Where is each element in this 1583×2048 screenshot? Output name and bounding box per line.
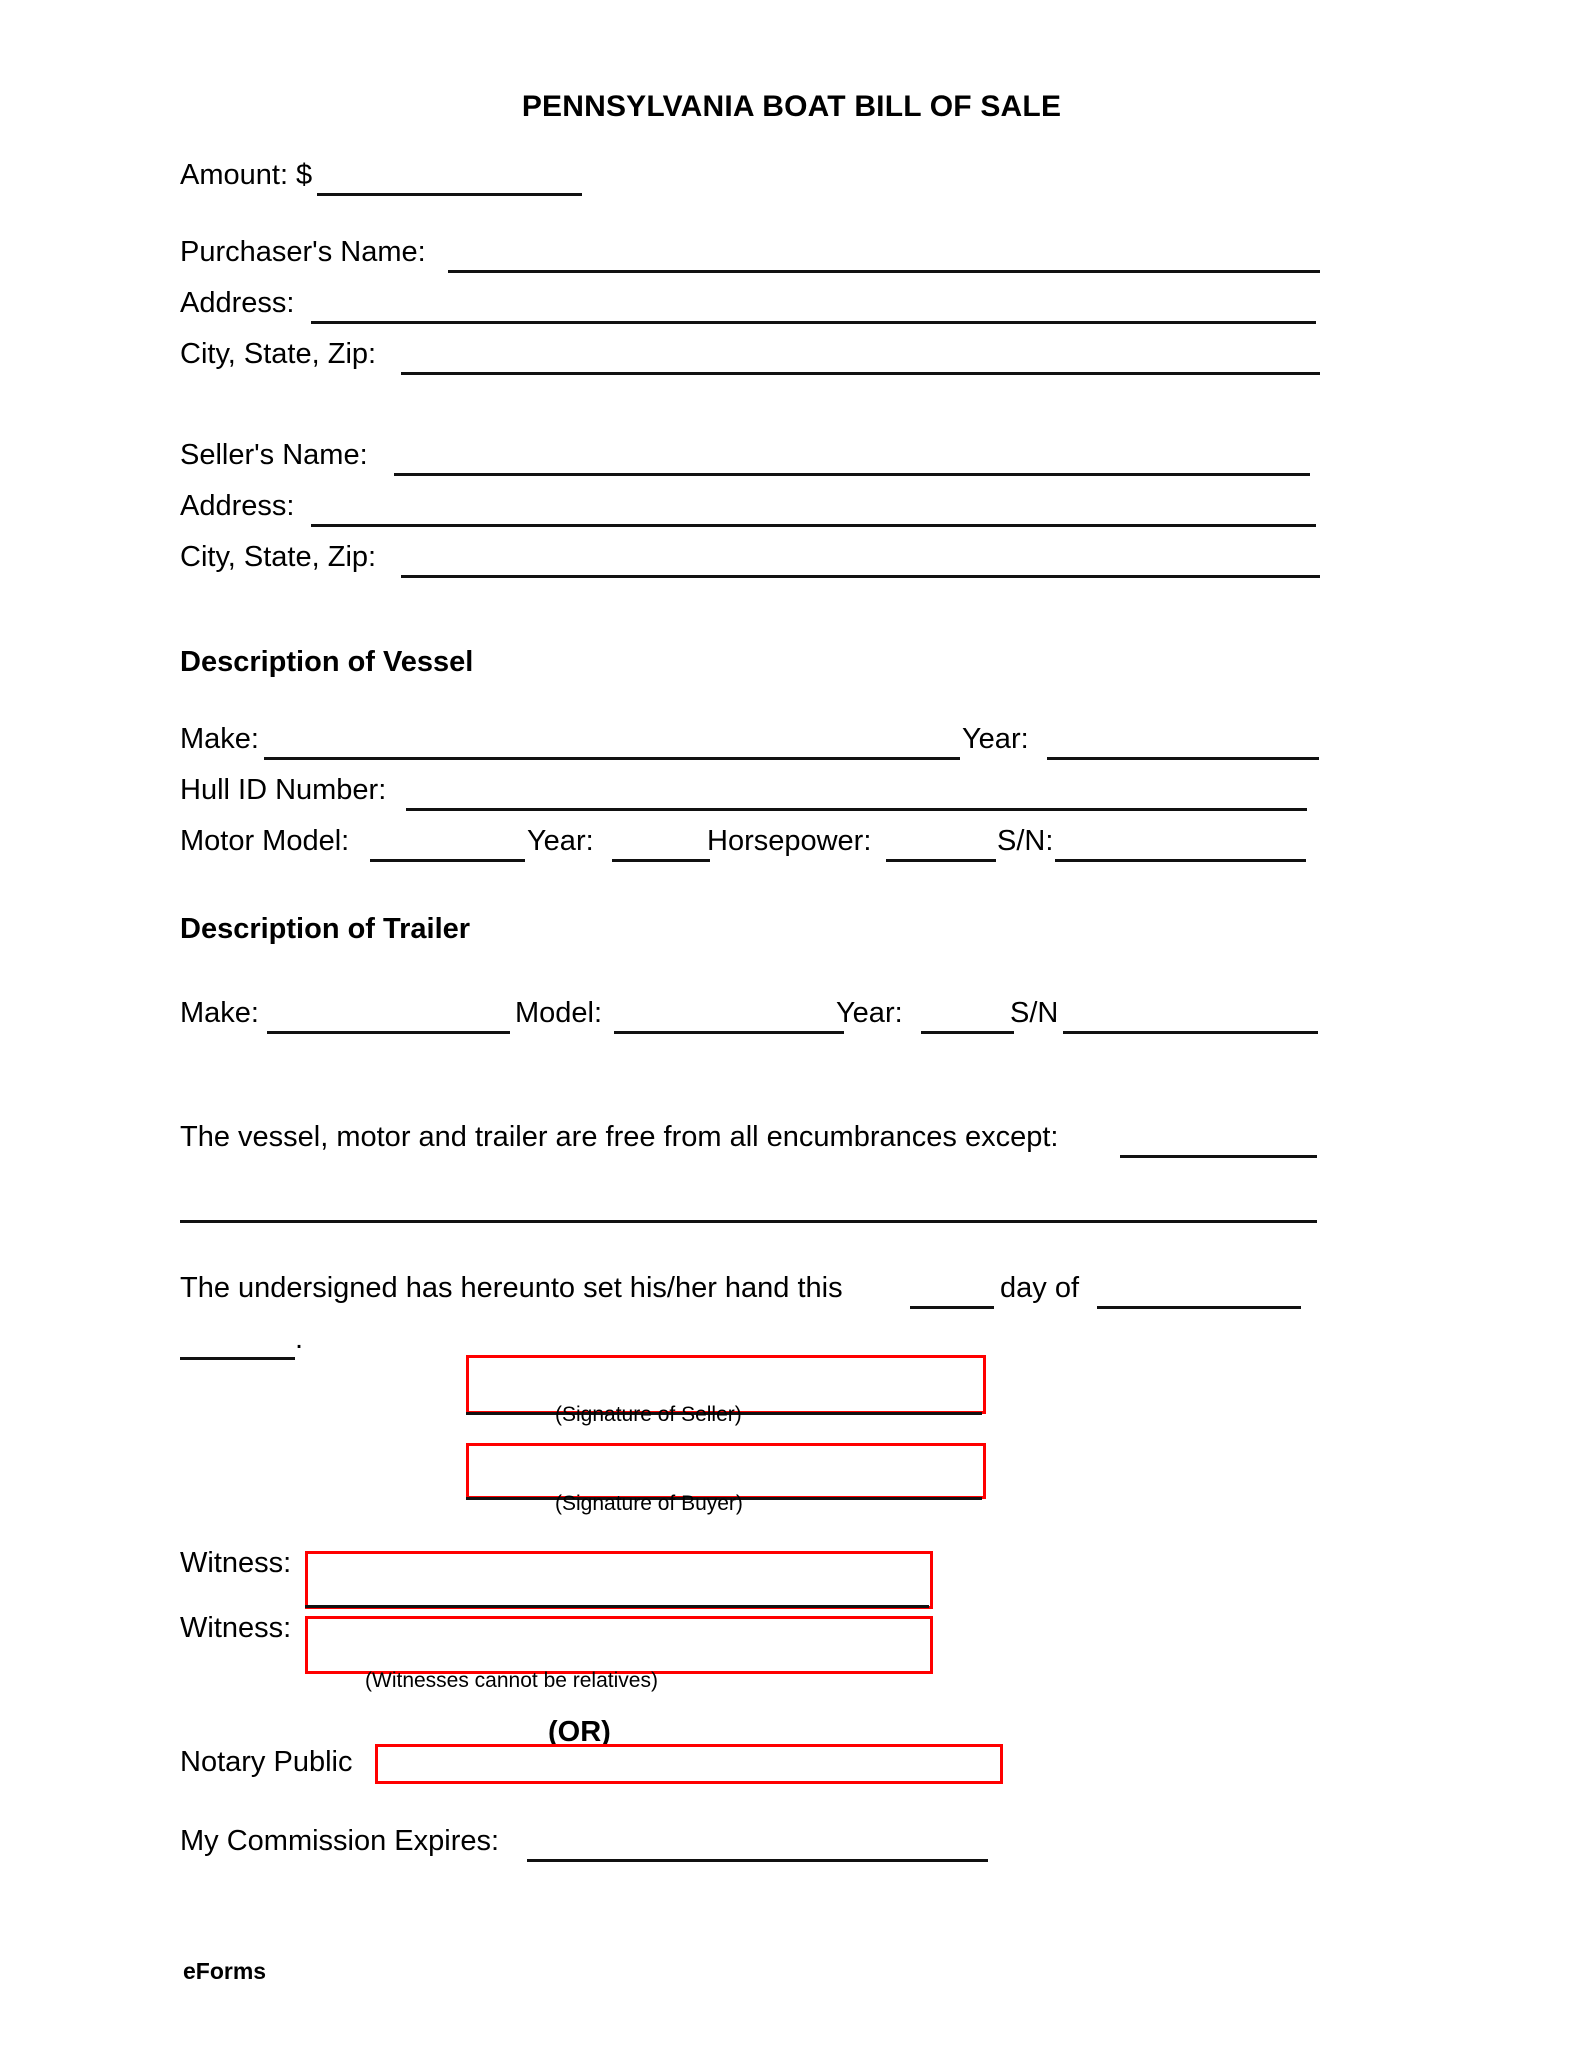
purchaser-city-state-zip-label: City, State, Zip: [180,338,377,370]
motor-model-field-rule[interactable] [370,859,525,862]
undersigned-year-field-rule[interactable] [180,1357,295,1360]
seller-address-label: Address: [180,490,295,522]
encumbrances-text: The vessel, motor and trailer are free from all encumbrances except: [180,1121,1059,1153]
horsepower-label: Horsepower: [707,825,872,857]
motor-model-label: Motor Model: [180,825,350,857]
witnesses-note: (Witnesses cannot be relatives) [365,1669,658,1692]
purchaser-name-label: Purchaser's Name: [180,236,426,268]
page-title: PENNSYLVANIA BOAT BILL OF SALE [521,90,1062,123]
encumbrances-field-rule-2[interactable] [180,1220,1317,1223]
motor-sn-label: S/N: [997,825,1054,857]
trailer-make-label: Make: [180,997,259,1029]
trailer-year-field-rule[interactable] [921,1031,1014,1034]
motor-year-field-rule[interactable] [612,859,710,862]
undersigned-month-field-rule[interactable] [1097,1306,1301,1309]
witness-1-label: Witness: [180,1547,292,1579]
trailer-model-label: Model: [515,997,603,1029]
commission-expires-field-rule[interactable] [527,1859,988,1862]
witness-2-field[interactable] [305,1616,933,1674]
purchaser-address-label: Address: [180,287,295,319]
witness-1-rule [305,1605,929,1608]
purchaser-city-state-zip-field-rule[interactable] [401,372,1320,375]
encumbrances-field-rule-1[interactable] [1120,1155,1317,1158]
vessel-year-label: Year: [962,723,1029,755]
undersigned-period: . [295,1323,304,1355]
purchaser-name-field-rule[interactable] [448,270,1320,273]
witness-1-field[interactable] [305,1551,933,1609]
trailer-sn-field-rule[interactable] [1063,1031,1318,1034]
or-label: (OR) [548,1716,611,1748]
trailer-section-heading: Description of Trailer [180,913,471,945]
trailer-make-field-rule[interactable] [267,1031,510,1034]
undersigned-text-part1: The undersigned has hereunto set his/her hand this [180,1272,843,1304]
seller-signature-caption: (Signature of Seller) [555,1403,742,1426]
motor-sn-field-rule[interactable] [1055,859,1306,862]
trailer-year-label: Year: [836,997,903,1029]
amount-field-rule[interactable] [317,193,582,196]
seller-city-state-zip-label: City, State, Zip: [180,541,377,573]
vessel-section-heading: Description of Vessel [180,646,474,678]
amount-label: Amount: $ [180,159,313,191]
trailer-sn-label: S/N [1010,997,1059,1029]
vessel-make-label: Make: [180,723,259,755]
undersigned-text-part2: day of [1000,1272,1079,1304]
notary-public-label: Notary Public [180,1746,353,1778]
seller-address-field-rule[interactable] [311,524,1316,527]
seller-name-label: Seller's Name: [180,439,368,471]
vessel-make-field-rule[interactable] [264,757,960,760]
hull-id-number-field-rule[interactable] [406,808,1307,811]
witness-2-label: Witness: [180,1612,292,1644]
seller-city-state-zip-field-rule[interactable] [401,575,1320,578]
motor-year-label: Year: [527,825,594,857]
trailer-model-field-rule[interactable] [614,1031,844,1034]
vessel-year-field-rule[interactable] [1047,757,1319,760]
purchaser-address-field-rule[interactable] [311,321,1316,324]
undersigned-day-field-rule[interactable] [910,1306,994,1309]
commission-expires-label: My Commission Expires: [180,1825,500,1857]
eforms-logo: eForms [183,1958,267,1984]
seller-name-field-rule[interactable] [394,473,1310,476]
horsepower-field-rule[interactable] [886,859,996,862]
hull-id-number-label: Hull ID Number: [180,774,387,806]
notary-public-field[interactable] [375,1744,1003,1784]
buyer-signature-caption: (Signature of Buyer) [555,1492,743,1515]
